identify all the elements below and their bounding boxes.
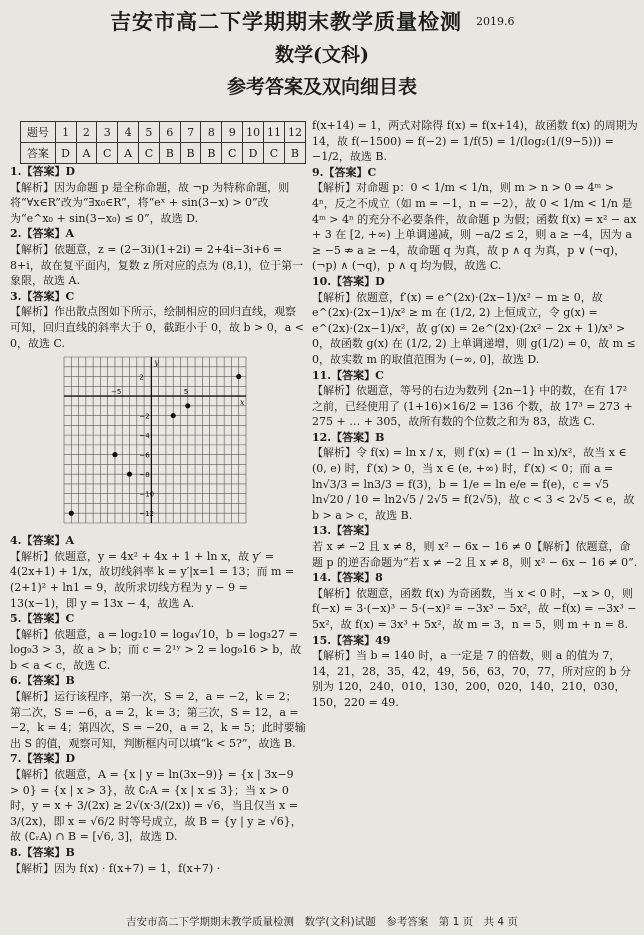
data-point (127, 472, 132, 477)
solution-item (312, 165, 638, 274)
tick-label: −10 (139, 490, 155, 499)
data-point (236, 374, 241, 379)
answer-label: 1.【答案】D (10, 165, 76, 178)
tick-label: −2 (139, 412, 150, 421)
answer-label: 12.【答案】B (312, 430, 385, 444)
answer-cell: C (264, 143, 285, 164)
solution-item (10, 289, 306, 351)
answer-label: 5.【答案】C (10, 612, 75, 626)
answer-label: 14.【答案】8 (312, 571, 383, 585)
scatter-plot-container (60, 353, 306, 531)
answer-cell: D (55, 143, 76, 164)
answer-cell: B (284, 143, 305, 164)
explanation-text: 【解析】运行该程序，第一次，S = 2，a = −2，k = 2；第二次，S = −6，a = 2，k = 3；第三次，S = 12，a = −2，k = 4；第四次，S = −20，a = 2，k = 5；此时要输出 S 的值，观察可知，判断框内可以填“k < 5?”，故选 B. (10, 690, 306, 750)
row-label-answer: 答案 (21, 143, 56, 164)
question-number: 12 (284, 122, 305, 143)
tick-label: −12 (139, 510, 155, 519)
solution-item (10, 751, 306, 845)
answer-cell: A (118, 143, 139, 164)
answer-cell: C (222, 143, 243, 164)
question-number: 1 (55, 122, 76, 143)
explanation-text: 【解析】依题意，a = log₂10 = log₄√10，b = log₃27 = log₉3 > 3，故 a > b；而 c = 2¹ʸ > 2 = log₉16 > b，故 b < a < c，故选 C. (10, 627, 305, 672)
answer-cell: C (139, 143, 160, 164)
answer-label: 15.【答案】49 (312, 633, 391, 647)
answer-label: 10.【答案】D (312, 274, 385, 288)
answer-label: 9.【答案】C (312, 165, 377, 179)
left-column (10, 118, 306, 913)
question-number: 11 (264, 122, 285, 143)
question-number: 9 (222, 122, 243, 143)
tick-label: −4 (139, 432, 150, 441)
page-title: 吉安市高二下学期期末教学质量检测 (110, 9, 462, 34)
tick-label: −5 (110, 388, 122, 397)
explanation-text: 【解析】依题意，函数 f(x) 为奇函数，当 x < 0 时，−x > 0，则 f(−x) = 3·(−x)³ − 5·(−x)² = −3x³ − 5x²，故 −f(x) = −3x³ − 5x²，故 f(x) = 3x³ + 5x²，故 m = 3，n = 5，则 m + n = 8. (312, 586, 640, 631)
document-subtitle: 参考答案及双向细目表 (226, 76, 417, 98)
answer-cell: B (201, 143, 222, 164)
right-column (312, 118, 642, 913)
explanation-text: 【解析】依题意，f′(x) = e^(2x)·(2x−1)/x² − m ≥ 0，故 e^(2x)·(2x−1)/x² ≥ m 在 (1/2, 2) 上恒成立，令 g(x) = e^(2x)·(2x−1)/x²，故 g′(x) = 2e^(2x)·(2x² − 2x + 1)/x³ > 0，故函数 g(x) 在 (1/2, 2) 上单调递增，则 g(1/2) = 0，故 m ≤ 0，故实数 m 的取值范围为 (−∞, 0]，故选 D. (312, 290, 640, 366)
question-number: 4 (118, 122, 139, 143)
data-point (69, 511, 74, 516)
answer-label: 6.【答案】B (10, 674, 75, 688)
tick-label: 2 (139, 373, 144, 382)
tick-label: −8 (139, 471, 150, 480)
answer-cell: B (159, 143, 180, 164)
answer-label: 7.【答案】D (10, 752, 76, 766)
solution-item (10, 611, 306, 673)
explanation-text: 若 x ≠ −2 且 x ≠ 8，则 x² − 6x − 16 ≠ 0【解析】依题意，命题 p 的逆否命题为“若 x ≠ −2 且 x ≠ 8，则 x² − 6x − 16 ≠ 0”. (312, 540, 638, 569)
answer-label: 4.【答案】A (10, 534, 75, 548)
question-number: 5 (139, 122, 160, 143)
explanation-text: 【解析】依题意，z = (2−3i)(1+2i) = 2+4i−3i+6 = 8+i，故在复平面内，复数 z 所对应的点为 (8,1)，位于第一象限，故选 A. (10, 242, 304, 288)
subject-title: 数学(文科) (275, 44, 369, 66)
explanation-text: 【解析】对命题 p：0 < 1/m < 1/n，则 m > n > 0 ⇒ 4ᵐ > 4ⁿ，反之不成立（如 m = −1，n = −2），故 0 < 1/m < 1/n 是 4ᵐ > 4ⁿ 的充分不必要条件，故命题 p 为假；函数 f(x) = x² − ax + 3 在 [2, +∞) 上单调递减，则 −a/2 ≤ 2，则 a ≥ −4，因为 a ≥ −5 ⇏ a ≥ −4，故命题 q 为真，故 p ∧ q 为真，p ∨ (¬q)，(¬p) ∧ (¬q)，p ∧ q 均为假，故选 C. (312, 181, 640, 273)
data-point (112, 452, 117, 457)
solution-item (10, 164, 306, 226)
answer-cell: A (76, 143, 97, 164)
row-label-number: 题号 (21, 122, 56, 143)
scatter-plot (60, 353, 250, 527)
question-number: 7 (180, 122, 201, 143)
answer-label: 3.【答案】C (10, 289, 75, 303)
explanation-text: 【解析】当 b = 140 时，a 一定是 7 的倍数，则 a 的值为 7，14，21，28，35，42，49，56，63，70，77，所对应的 b 分别为 120，240，010，130，200，020，140，210，030，150，220 = 49. (312, 649, 632, 709)
answer-table (20, 121, 306, 164)
explanation-text: 【解析】作出散点图如下所示，绘制相应的回归直线，观察可知，回归直线的斜率大于 0，截距小于 0，故 b > 0，a < 0，故选 C. (10, 305, 308, 350)
solution-item (10, 533, 306, 611)
explanation-text: 【解析】因为命题 p 是全称命题，故 ¬p 为特称命题，则将“∀x∈R”改为“∃x₀∈R”，将“eˣ + sin(3−x) > 0”改为“e^x₀ + sin(3−x₀) ≤ 0”，故选 D. (10, 180, 290, 225)
answer-table-number-row (21, 122, 306, 143)
question-number: 3 (97, 122, 118, 143)
solution-item (312, 570, 638, 632)
answer-label: 2.【答案】A (10, 227, 75, 241)
page-footer: 吉安市高二下学期期末教学质量检测 数学(文科)试题 参考答案 第 1 页 共 4 页 (126, 916, 518, 928)
answer-cell: D (243, 143, 264, 164)
data-point (185, 403, 190, 408)
explanation-text: 【解析】依题意，y = 4x² + 4x + 1 + ln x，故 y′ = 4(2x+1) + 1/x，故切线斜率 k = y′|x=1 = 13；而 m = (2+1)² + ln1 = 9，故所求切线方程为 y − 9 = 13(x−1)，即 y = 13x − 4，故选 A. (10, 549, 298, 610)
solution-item (10, 226, 306, 288)
question-number: 8 (201, 122, 222, 143)
solution-item (312, 368, 638, 430)
answer-cell: B (180, 143, 201, 164)
answer-label: 8.【答案】B (10, 846, 75, 859)
solution-item (312, 118, 642, 165)
data-point (171, 413, 176, 418)
explanation-text: 【解析】依题意，等号的右边为数列 {2n−1} 中的数，在有 17² 之前，已经使用了 (1+16)×16/2 = 136 个数，故 17³ = 273 + 275 + … + 305，故所有数的个位数之和为 83，故选 C. (312, 384, 637, 429)
answer-cell: C (97, 143, 118, 164)
tick-label: 5 (183, 388, 189, 397)
solution-item (10, 673, 306, 751)
y-axis-label: y (154, 358, 159, 368)
explanation-text: 【解析】依题意，A = {x | y = ln(3x−9)} = {x | 3x−9 > 0} = {x | x > 3}，故 ∁ᵣA = {x | x ≤ 3}；当 x > 0 时，y = x + 3/(2x) ≥ 2√(x·3/(2x)) = √6，当且仅当 x = 3/(2x)，即 x = √6/2 时等号成立，故 B = {y | y ≥ √6}，故 (∁ᵣA) ∩ B = [√6, 3]，故选 D. (10, 768, 302, 844)
answer-label: 13.【答案】 (312, 524, 376, 538)
answer-table-answer-row (21, 143, 306, 164)
solution-item (312, 633, 638, 711)
answer-label: 11.【答案】C (312, 368, 384, 382)
tick-label: −6 (139, 451, 150, 460)
solution-item (312, 523, 638, 570)
solution-item (10, 845, 306, 876)
question-number: 2 (76, 122, 97, 143)
question-number: 6 (159, 122, 180, 143)
explanation-text: 【解析】因为 f(x) · f(x+7) = 1，f(x+7) · (10, 861, 221, 875)
x-axis-label: x (240, 398, 245, 408)
explanation-text: 【解析】令 f(x) = ln x / x，则 f′(x) = (1 − ln x)/x²，故当 x ∈ (0, e) 时，f′(x) > 0，当 x ∈ (e, +∞) 时，f′(x) < 0；而 a = ln√3/3 = ln3/3 = f(3)，b = 1/e = ln e/e = f(e)，c = √5 ln√20 / 10 = ln2√5 / 2√5 = f(2√5)，故 c < 3 < 2√5 < e，故 b > a > c，故选 B. (312, 446, 639, 522)
explanation-text: f(x+14) = 1，两式对除得 f(x) = f(x+14)，故函数 f(x) 的周期为 14，故 f(−1500) = f(−2) = 1/f(5) = 1/(log₂(1/(9−5))) = −1/2，故选 B. (312, 119, 642, 164)
exam-date: 2019.6 (476, 15, 515, 28)
question-number: 10 (243, 122, 264, 143)
solution-item (312, 430, 638, 524)
solution-item (312, 274, 638, 368)
